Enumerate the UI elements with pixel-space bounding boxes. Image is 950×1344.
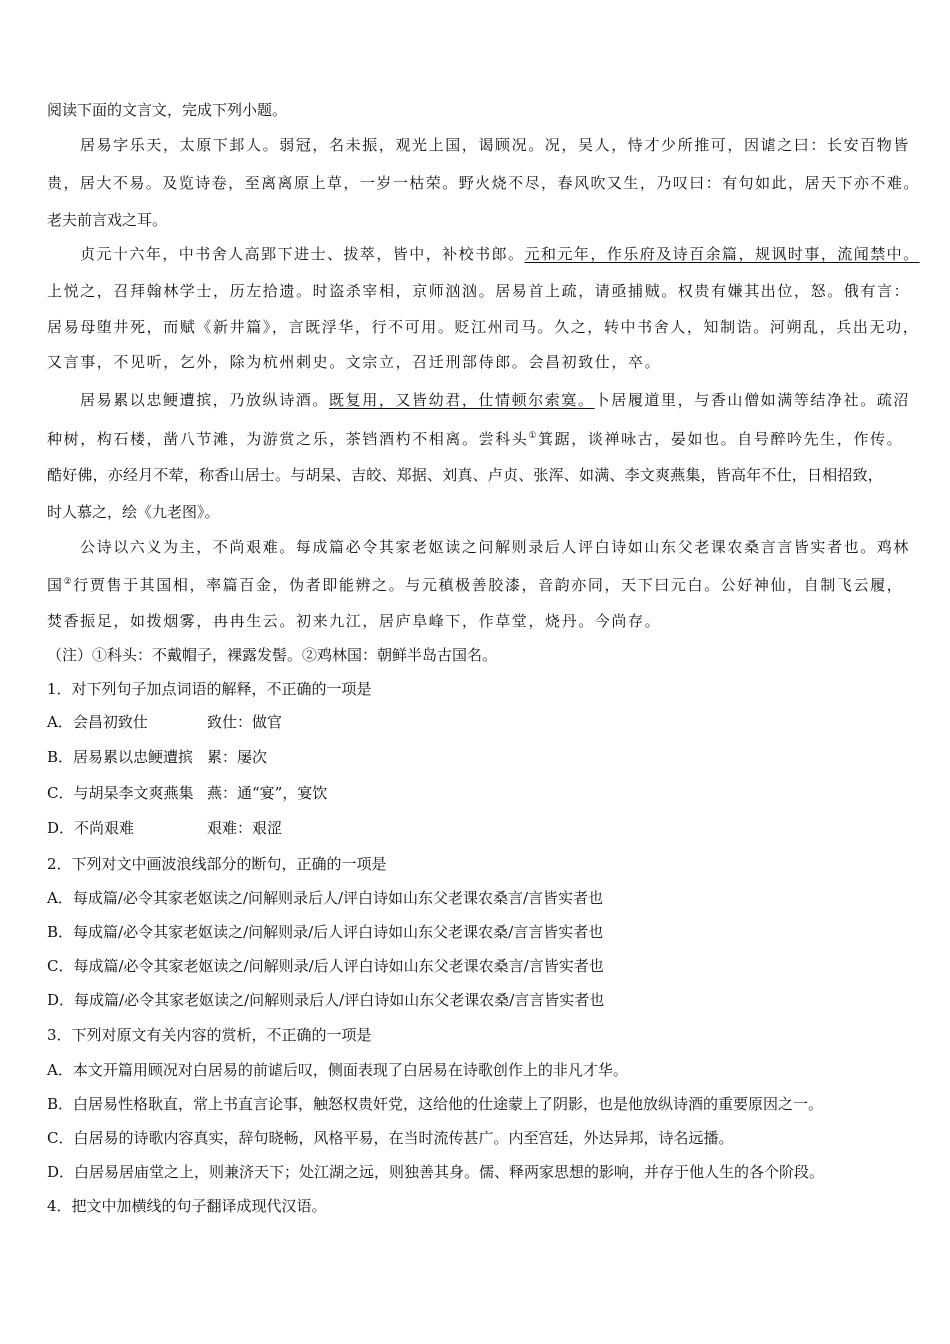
option-gloss: 燕：通“宴”，宴饮 bbox=[207, 784, 328, 802]
passage-paragraph-1-line: 老夫前言戏之耳。 bbox=[47, 211, 168, 229]
option-label: B．居易累以忠鲠遭摈 bbox=[47, 748, 194, 766]
question-2-option-a: A．每成篇/必令其家老妪读之/问解则录后人/评白诗如山东父老课农桑言/言皆实者也 bbox=[47, 889, 604, 907]
question-1-stem: 1．对下列句子加点词语的解释，不正确的一项是 bbox=[47, 680, 372, 698]
footnote-marker-1: ① bbox=[528, 431, 539, 441]
passage-paragraph-2-line: 上悦之，召拜翰林学士，历左拾遗。时盗杀宰相，京师汹汹。居易首上疏，请亟捕贼。权贵有嫌其出位，怒。俄有言： bbox=[47, 282, 911, 300]
question-3-stem: 3．下列对原文有关内容的赏析，不正确的一项是 bbox=[47, 1026, 372, 1044]
option-label: D．不尚艰难 bbox=[47, 819, 135, 837]
passage-text: 行贾售于其国相，率篇百金，伪者即能辨之。与元稹极善胶漆，音韵亦同，天下曰元白。公好神仙，自制飞云履， bbox=[73, 576, 904, 594]
passage-paragraph-2-line bbox=[80, 244, 920, 264]
passage-paragraph-2-line: 居易母堕井死，而赋《新井篇》，言既浮华，行不可用。贬江州司马。久之，转中书舍人，知制诰。河朔乱，兵出无功， bbox=[47, 318, 920, 336]
passage-paragraph-1-line: 贵，居大不易。及览诗卷，至离离原上草，一岁一枯荣。野火烧不尽，春风吹又生，乃叹曰：有句如此，居天下亦不难。 bbox=[47, 174, 920, 192]
passage-text: 居易累以忠鲠遭摈，乃放纵诗酒。 bbox=[80, 391, 330, 409]
passage-paragraph-1-line: 居易字乐天，太原下邽人。弱冠，名未振，观光上国，谒顾况。况，吴人，恃才少所推可，因谑之曰：长安百物皆 bbox=[80, 136, 911, 154]
question-4-stem: 4．把文中加横线的句子翻译成现代汉语。 bbox=[47, 1197, 327, 1215]
passage-paragraph-4-line: 焚香振足，如拨烟雾，冉冉生云。初来九江，居庐阜峰下，作草堂，烧丹。今尚存。 bbox=[47, 612, 662, 630]
question-2-option-d: D．每成篇/必令其家老妪读之/问解则录后人/评白诗如山东父老课农桑/言言皆实者也 bbox=[47, 991, 605, 1009]
option-gloss: 艰难：艰涩 bbox=[207, 819, 283, 837]
question-2-stem: 2．下列对文中画波浪线部分的断句，正确的一项是 bbox=[47, 855, 387, 873]
question-3-option-b: B．白居易性格耿直，常上书直言论事，触怒权贵奸党，这给他的仕途蒙上了阴影，也是他放纵诗酒的重要原因之一。 bbox=[47, 1095, 824, 1113]
passage-text: 国 bbox=[47, 576, 64, 594]
question-3-option-a: A．本文开篇用顾况对白居易的前谑后叹，侧面表现了白居易在诗歌创作上的非凡才华。 bbox=[47, 1061, 628, 1079]
underlined-sentence-1: 元和元年，作乐府及诗百余篇，规讽时事，流闻禁中。 bbox=[524, 245, 920, 263]
passage-paragraph-4-line: 公诗以六义为主，不尚艰难。每成篇必令其家老妪读之问解则录后人评白诗如山东父老课农桑言言皆实者也。鸡林 bbox=[80, 538, 911, 556]
option-label: A．会昌初致仕 bbox=[47, 713, 148, 731]
footnote-marker-2: ② bbox=[63, 577, 74, 587]
question-2-option-b: B．每成篇/必令其家老妪读之/问解则录/后人评白诗如山东父老课农桑/言言皆实者也 bbox=[47, 923, 604, 941]
question-3-option-c: C．白居易的诗歌内容真实，辞句晓畅，风格平易，在当时流传甚广。内至宫廷，外达异邦，诗名远播。 bbox=[47, 1129, 734, 1147]
question-1-option-d bbox=[47, 818, 282, 838]
passage-paragraph-3-line: 酷好佛，亦经月不荤，称香山居士。与胡杲、吉皎、郑据、刘真、卢贞、张浑、如满、李文爽燕集，皆高年不仕，日相招致， bbox=[47, 466, 884, 484]
underlined-sentence-2: 既复用，又皆幼君，仕情顿尔索寞。 bbox=[329, 391, 595, 409]
passage-paragraph-4-line bbox=[47, 575, 903, 595]
question-3-option-d: D．白居易居庙堂之上，则兼济天下；处江湖之远，则独善其身。儒、释两家思想的影响，并存于他人生的各个阶段。 bbox=[47, 1163, 825, 1181]
passage-text: 箕踞，谈禅咏古，晏如也。自号醉吟先生，作传。 bbox=[538, 430, 904, 448]
passage-text: 卜居履道里，与香山僧如满等结净社。疏沼 bbox=[594, 391, 911, 409]
passage-paragraph-3-line bbox=[80, 390, 910, 410]
passage-paragraph-2-line: 又言事，不见听，乞外，除为杭州刺史。文宗立，召迁刑部侍郎。会昌初致仕，卒。 bbox=[47, 353, 662, 371]
passage-paragraph-3-line bbox=[47, 429, 903, 449]
reading-instruction: 阅读下面的文言文，完成下列小题。 bbox=[47, 101, 288, 119]
question-1-option-c bbox=[47, 783, 327, 803]
option-gloss: 致仕：做官 bbox=[207, 713, 283, 731]
question-1-option-b bbox=[47, 747, 267, 767]
passage-text: 种树，构石楼，凿八节滩，为游赏之乐，茶铛酒杓不相离。尝科头 bbox=[47, 430, 529, 448]
question-1-option-a bbox=[47, 712, 282, 732]
passage-text: 贞元十六年，中书舍人高郢下进士、拔萃，皆中，补校书郎。 bbox=[80, 245, 525, 263]
question-2-option-c: C．每成篇/必令其家老妪读之/问解则录/后人评白诗如山东父老课农桑言/言皆实者也 bbox=[47, 957, 604, 975]
annotation-note: （注）①科头：不戴帽子，裸露发髻。②鸡林国：朝鲜半岛古国名。 bbox=[47, 646, 498, 664]
option-gloss: 累：屡次 bbox=[207, 748, 268, 766]
option-label: C．与胡杲李文爽燕集 bbox=[47, 784, 194, 802]
passage-paragraph-3-line: 时人慕之，绘《九老图》。 bbox=[47, 503, 220, 521]
